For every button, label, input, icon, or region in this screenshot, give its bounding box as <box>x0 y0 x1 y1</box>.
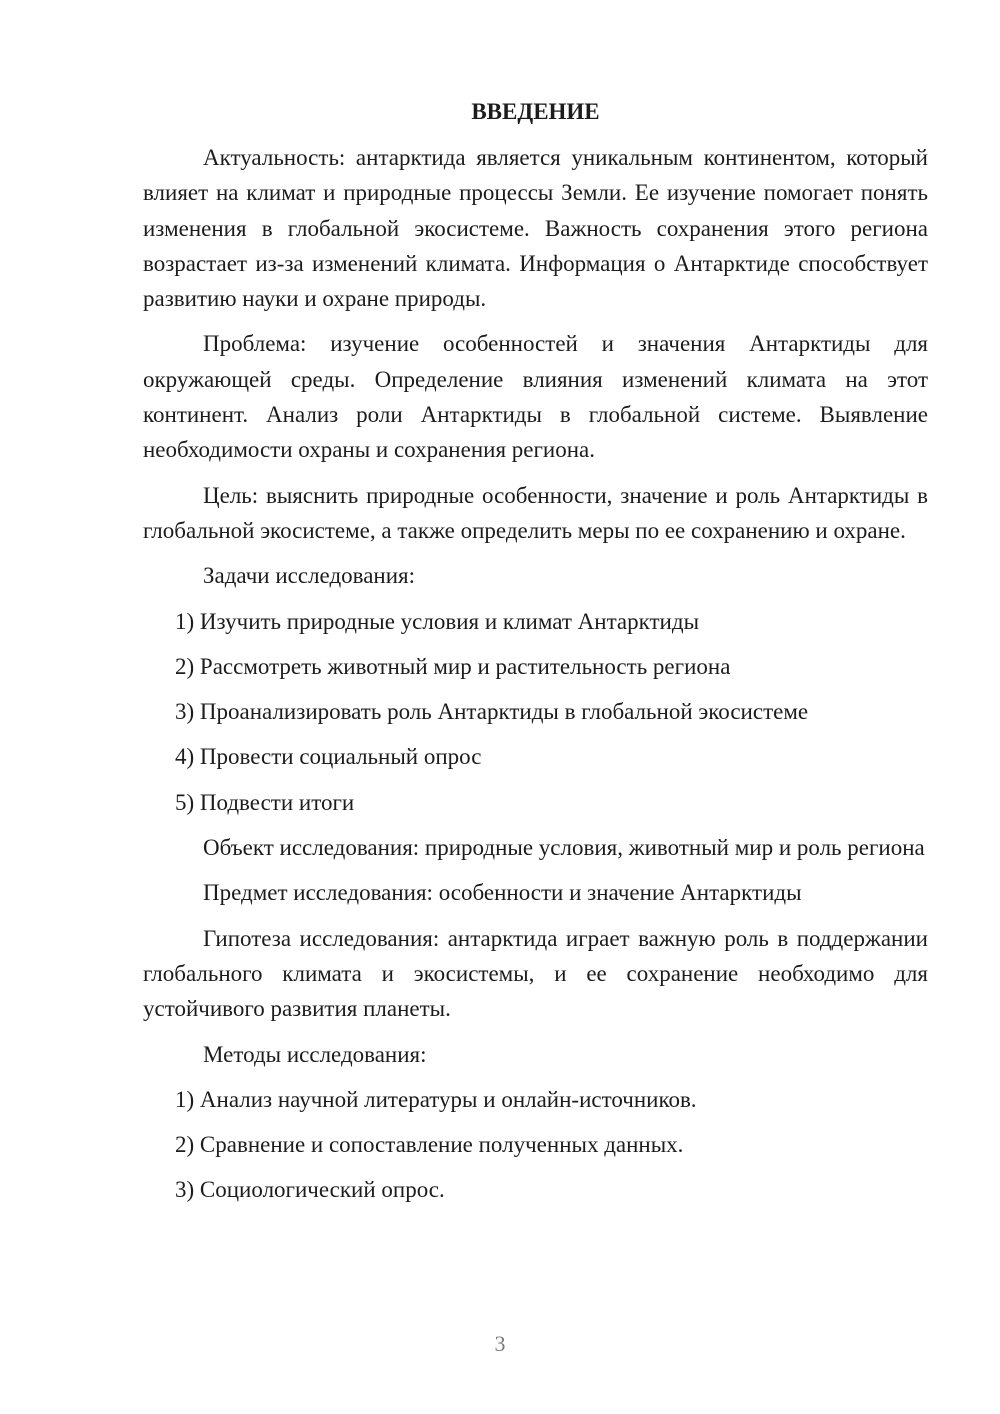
relevance-paragraph: Актуальность: антарктида является уникальным континентом, который влияет на климат и природные процессы Земли. Ее изучение помогает понять изменения в глобальной экосистеме. Важность сохранения этого региона возрастает из-за изменений климата. Информация о Антарктиде способствует развитию науки и охране природы. <box>143 145 928 312</box>
tasks-list <box>143 604 928 820</box>
page-content <box>143 94 928 1218</box>
hypothesis-paragraph: Гипотеза исследования: антарктида играет важную роль в поддержании глобального климата и экосистемы, и ее сохранение необходимо для устойчивого развития планеты. <box>143 925 928 1022</box>
subject-paragraph: Предмет исследования: особенности и значение Антарктиды <box>203 880 802 906</box>
task-item-5: 5) Подвести итоги <box>175 789 355 815</box>
method-item-3: 3) Социологический опрос. <box>175 1177 445 1203</box>
task-item-3: 3) Проанализировать роль Антарктиды в глобальной экосистеме <box>175 699 809 725</box>
tasks-label: Задачи исследования: <box>203 563 416 589</box>
method-item-1: 1) Анализ научной литературы и онлайн-источников. <box>175 1086 697 1112</box>
goal-paragraph: Цель: выяснить природные особенности, значение и роль Антарктиды в глобальной экосистеме, а также определить меры по ее сохранению и охране. <box>143 482 928 543</box>
task-item-4: 4) Провести социальный опрос <box>175 744 482 770</box>
task-item-2: 2) Рассмотреть животный мир и растительность региона <box>175 653 731 679</box>
problem-paragraph: Проблема: изучение особенностей и значения Антарктиды для окружающей среды. Определение влияния изменений климата на этот континент. Анализ роли Антарктиды в глобальной системе. Выявление необходимости охраны и сохранения региона. <box>143 331 928 463</box>
section-heading: ВВЕДЕНИЕ <box>471 99 600 124</box>
object-paragraph: Объект исследования: природные условия, животный мир и роль региона <box>203 835 925 861</box>
page-number: 3 <box>494 1331 506 1356</box>
methods-list <box>143 1082 928 1208</box>
task-item-1: 1) Изучить природные условия и климат Антарктиды <box>175 608 700 634</box>
method-item-2: 2) Сравнение и сопоставление полученных данных. <box>175 1132 684 1158</box>
methods-label: Методы исследования: <box>203 1041 427 1067</box>
